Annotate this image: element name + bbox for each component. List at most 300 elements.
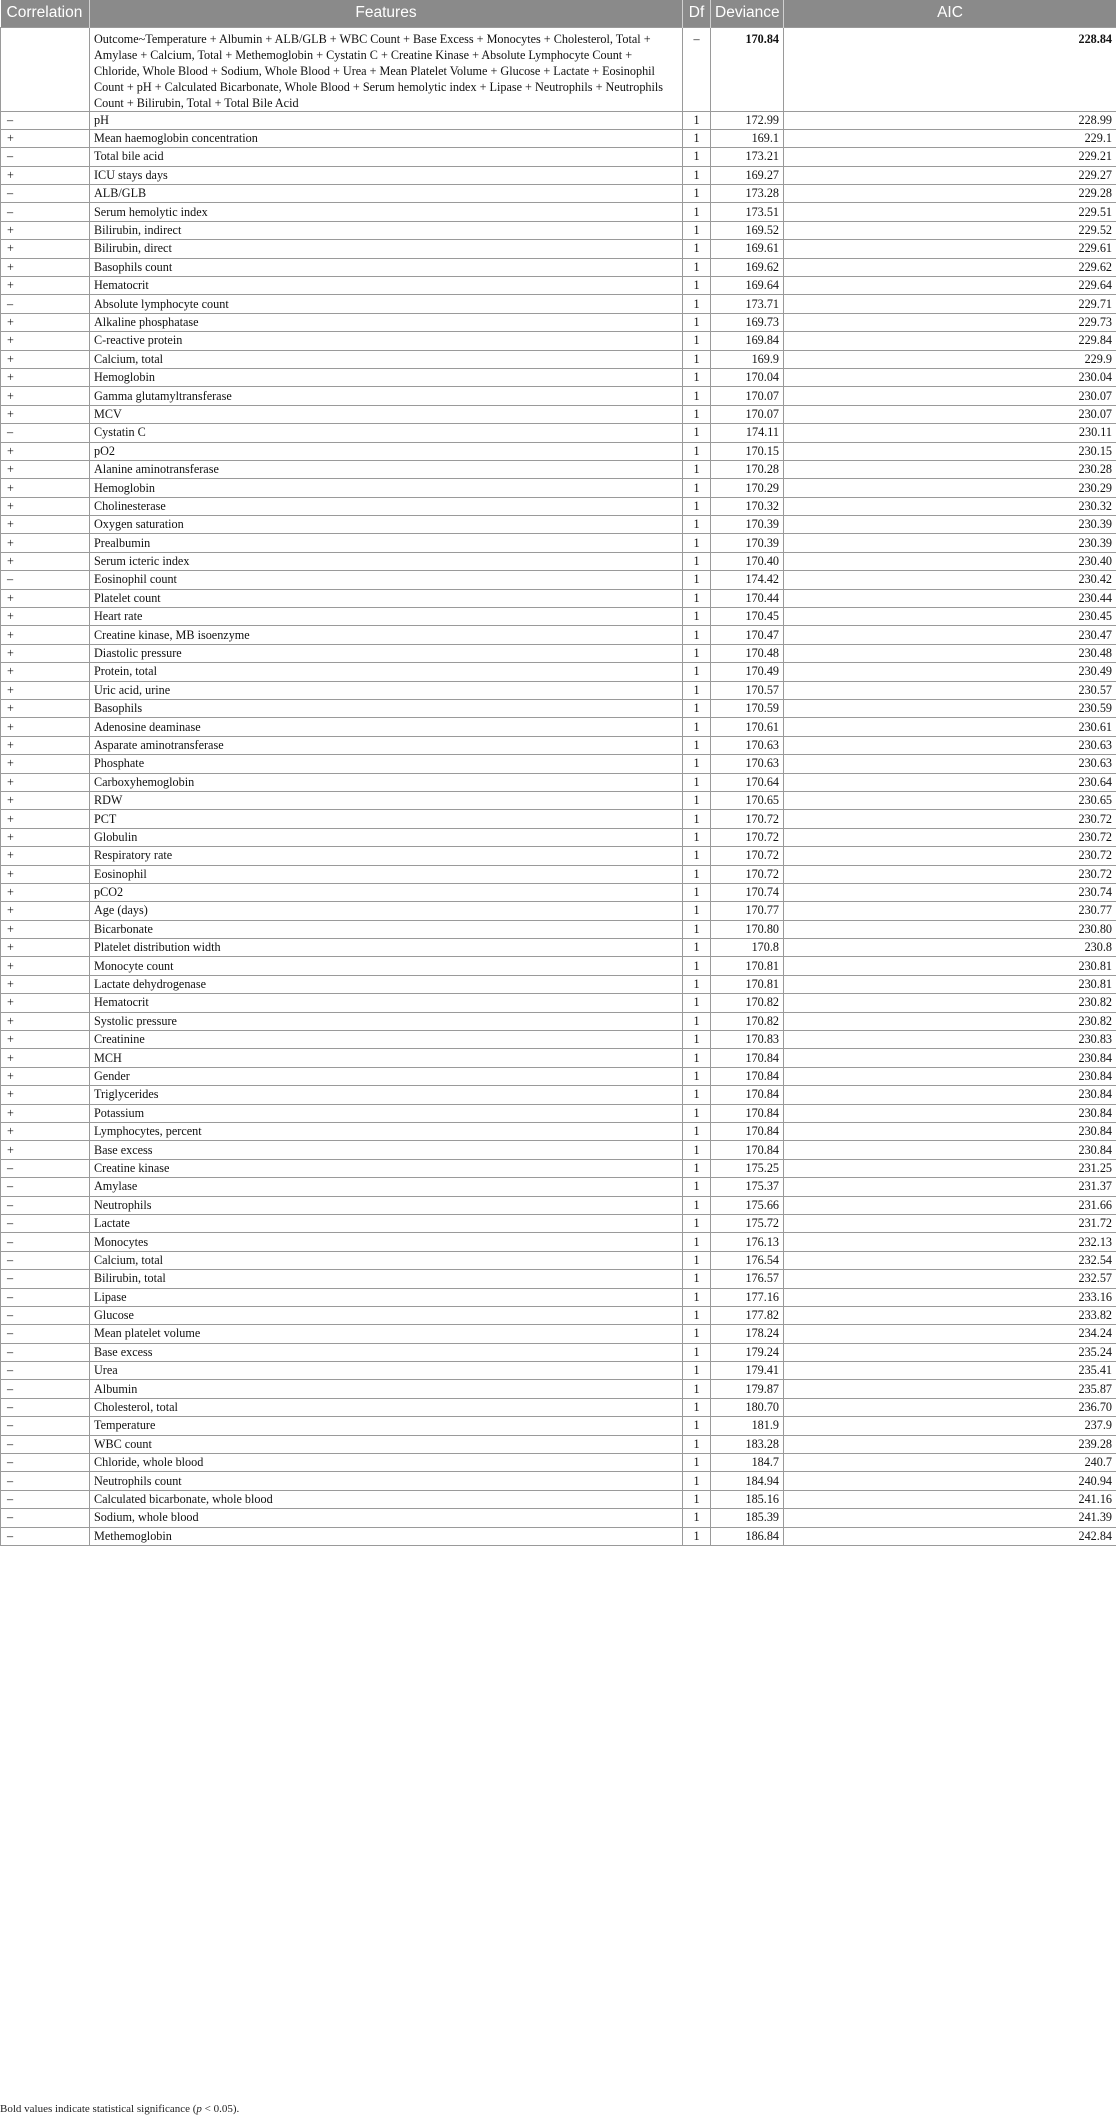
feature-cell: Alkaline phosphatase [90,313,683,331]
df-cell: 1 [683,552,711,570]
aic-cell: 230.72 [784,865,1116,883]
correlation-cell: – [1,1490,90,1508]
table-row [1,644,1116,662]
feature-cell: Triglycerides [90,1086,683,1104]
df-cell: 1 [683,1417,711,1435]
deviance-cell: 174.11 [711,424,784,442]
deviance-cell: 169.62 [711,258,784,276]
deviance-cell: 170.72 [711,865,784,883]
deviance-cell: 169.9 [711,350,784,368]
df-cell: 1 [683,920,711,938]
df-cell: 1 [683,736,711,754]
correlation-cell: – [1,1398,90,1416]
table-row [1,1214,1116,1232]
deviance-cell: 184.94 [711,1472,784,1490]
df-cell: 1 [683,718,711,736]
correlation-cell: + [1,810,90,828]
aic-cell: 231.37 [784,1178,1116,1196]
df-cell: 1 [683,939,711,957]
feature-cell: MCH [90,1049,683,1067]
deviance-cell: 170.8 [711,939,784,957]
deviance-cell: 185.39 [711,1509,784,1527]
table-row [1,681,1116,699]
table-row [1,1527,1116,1545]
df-cell: 1 [683,1159,711,1177]
deviance-cell: 179.41 [711,1362,784,1380]
aic-cell: 230.49 [784,663,1116,681]
correlation-cell: + [1,1031,90,1049]
df-cell: 1 [683,1031,711,1049]
feature-cell: Base excess [90,1141,683,1159]
df-cell: 1 [683,313,711,331]
feature-cell: Gender [90,1067,683,1085]
feature-cell: Base excess [90,1343,683,1361]
aic-cell: 230.63 [784,755,1116,773]
deviance-cell: 175.37 [711,1178,784,1196]
aic-cell: 230.48 [784,644,1116,662]
deviance-cell: 170.59 [711,700,784,718]
df-cell: 1 [683,902,711,920]
correlation-cell: + [1,350,90,368]
aic-cell: 240.7 [784,1454,1116,1472]
correlation-cell: + [1,700,90,718]
correlation-cell: + [1,516,90,534]
correlation-cell: + [1,277,90,295]
correlation-cell: + [1,883,90,901]
correlation-cell: + [1,939,90,957]
table-header-row [1,0,1116,27]
df-cell: 1 [683,1288,711,1306]
df-cell: 1 [683,791,711,809]
aic-cell: 230.72 [784,847,1116,865]
deviance-cell: 170.63 [711,736,784,754]
table-row [1,1012,1116,1030]
table-row [1,166,1116,184]
feature-cell: Eosinophil [90,865,683,883]
deviance-cell: 173.51 [711,203,784,221]
df-cell: 1 [683,1086,711,1104]
table-row [1,277,1116,295]
deviance-cell: 174.42 [711,571,784,589]
feature-cell: Mean platelet volume [90,1325,683,1343]
deviance-cell: 170.84 [711,1141,784,1159]
correlation-cell: + [1,1141,90,1159]
deviance-cell: 170.81 [711,975,784,993]
deviance-cell: 170.65 [711,791,784,809]
df-cell: 1 [683,497,711,515]
feature-cell: Basophils [90,700,683,718]
df-cell: 1 [683,350,711,368]
deviance-cell: 169.73 [711,313,784,331]
correlation-cell: – [1,1527,90,1545]
table-row [1,1490,1116,1508]
correlation-cell: – [1,185,90,203]
table-row [1,1270,1116,1288]
feature-cell: Monocytes [90,1233,683,1251]
table-row [1,552,1116,570]
table-row [1,368,1116,386]
correlation-cell: – [1,1233,90,1251]
feature-cell: Platelet distribution width [90,939,683,957]
correlation-cell: + [1,368,90,386]
aic-cell: 230.80 [784,920,1116,938]
aic-cell: 230.59 [784,700,1116,718]
aic-cell: 230.39 [784,534,1116,552]
feature-cell: PCT [90,810,683,828]
correlation-cell: + [1,865,90,883]
df-cell: 1 [683,1454,711,1472]
df-cell: 1 [683,865,711,883]
footnote-p-symbol: p [196,2103,202,2115]
feature-cell: Adenosine deaminase [90,718,683,736]
df-cell: 1 [683,883,711,901]
deviance-cell: 169.27 [711,166,784,184]
aic-cell: 230.84 [784,1086,1116,1104]
deviance-cell: 169.52 [711,221,784,239]
feature-cell: Lactate [90,1214,683,1232]
deviance-cell: 170.07 [711,387,784,405]
deviance-cell: 175.25 [711,1159,784,1177]
df-cell: 1 [683,1214,711,1232]
feature-cell: Uric acid, urine [90,681,683,699]
deviance-cell: 170.63 [711,755,784,773]
footnote-suffix: < 0.05). [201,2103,240,2115]
correlation-cell: + [1,1086,90,1104]
deviance-cell: 170.28 [711,460,784,478]
table-row [1,1104,1116,1122]
correlation-cell: – [1,1159,90,1177]
correlation-cell: + [1,460,90,478]
aic-cell: 230.07 [784,405,1116,423]
deviance-cell: 170.29 [711,479,784,497]
feature-cell: Platelet count [90,589,683,607]
deviance-cell: 177.82 [711,1306,784,1324]
aic-cell: 230.47 [784,626,1116,644]
df-cell: 1 [683,994,711,1012]
feature-cell: Creatine kinase [90,1159,683,1177]
aic-cell: 230.81 [784,975,1116,993]
correlation-cell: + [1,902,90,920]
table-row [1,313,1116,331]
feature-cell: Lymphocytes, percent [90,1122,683,1140]
correlation-cell: + [1,552,90,570]
aic-cell: 230.84 [784,1049,1116,1067]
deviance-cell: 179.24 [711,1343,784,1361]
model-correlation-cell [1,27,90,111]
df-cell: 1 [683,111,711,129]
feature-cell: Neutrophils count [90,1472,683,1490]
aic-cell: 230.63 [784,736,1116,754]
correlation-cell: – [1,1214,90,1232]
aic-cell: 229.84 [784,332,1116,350]
deviance-cell: 179.87 [711,1380,784,1398]
deviance-cell: 169.84 [711,332,784,350]
deviance-cell: 170.64 [711,773,784,791]
table-row [1,700,1116,718]
header-deviance: Deviance [711,0,784,27]
correlation-cell: + [1,1049,90,1067]
feature-cell: ALB/GLB [90,185,683,203]
table-row [1,571,1116,589]
df-cell: 1 [683,847,711,865]
feature-cell: Respiratory rate [90,847,683,865]
correlation-cell: + [1,313,90,331]
feature-cell: Hemoglobin [90,368,683,386]
feature-cell: Cholesterol, total [90,1398,683,1416]
correlation-cell: – [1,1435,90,1453]
aic-cell: 230.61 [784,718,1116,736]
model-formula-row [1,27,1116,111]
df-cell: 1 [683,1362,711,1380]
aic-cell: 230.29 [784,479,1116,497]
table-row [1,332,1116,350]
deviance-cell: 184.7 [711,1454,784,1472]
deviance-cell: 170.80 [711,920,784,938]
df-cell: 1 [683,129,711,147]
correlation-cell: + [1,221,90,239]
df-cell: 1 [683,240,711,258]
feature-cell: Eosinophil count [90,571,683,589]
table-row [1,626,1116,644]
feature-cell: Lipase [90,1288,683,1306]
correlation-cell: + [1,644,90,662]
deviance-cell: 169.64 [711,277,784,295]
aic-cell: 229.28 [784,185,1116,203]
aic-cell: 229.1 [784,129,1116,147]
table-row [1,295,1116,313]
aic-cell: 235.24 [784,1343,1116,1361]
deviance-cell: 175.72 [711,1214,784,1232]
feature-cell: Monocyte count [90,957,683,975]
feature-cell: Lactate dehydrogenase [90,975,683,993]
table-row [1,920,1116,938]
correlation-cell: + [1,534,90,552]
feature-cell: Diastolic pressure [90,644,683,662]
df-cell: 1 [683,828,711,846]
correlation-cell: + [1,129,90,147]
aic-cell: 230.42 [784,571,1116,589]
table-row [1,847,1116,865]
feature-cell: Gamma glutamyltransferase [90,387,683,405]
table-row [1,865,1116,883]
table-row [1,185,1116,203]
table-row [1,1325,1116,1343]
table-row [1,773,1116,791]
aic-cell: 229.21 [784,148,1116,166]
aic-cell: 232.54 [784,1251,1116,1269]
df-cell: 1 [683,534,711,552]
correlation-cell: + [1,608,90,626]
deviance-cell: 170.57 [711,681,784,699]
df-cell: 1 [683,626,711,644]
feature-cell: Oxygen saturation [90,516,683,534]
header-aic: AIC [784,0,1116,27]
deviance-cell: 186.84 [711,1527,784,1545]
feature-cell: Heart rate [90,608,683,626]
header-features: Features [90,0,683,27]
correlation-cell: – [1,1270,90,1288]
deviance-cell: 170.83 [711,1031,784,1049]
table-row [1,1196,1116,1214]
correlation-cell: + [1,1067,90,1085]
aic-cell: 230.15 [784,442,1116,460]
deviance-cell: 170.77 [711,902,784,920]
df-cell: 1 [683,1325,711,1343]
correlation-cell: + [1,920,90,938]
table-row [1,516,1116,534]
aic-cell: 235.41 [784,1362,1116,1380]
df-cell: 1 [683,1251,711,1269]
deviance-cell: 170.47 [711,626,784,644]
deviance-cell: 170.61 [711,718,784,736]
df-cell: 1 [683,424,711,442]
feature-cell: Cholinesterase [90,497,683,515]
df-cell: 1 [683,148,711,166]
deviance-cell: 176.13 [711,1233,784,1251]
deviance-cell: 185.16 [711,1490,784,1508]
aic-cell: 242.84 [784,1527,1116,1545]
table-row [1,1288,1116,1306]
table-row [1,1509,1116,1527]
df-cell: 1 [683,755,711,773]
table-row [1,1251,1116,1269]
footnote-prefix: Bold values indicate statistical significance ( [0,2103,197,2115]
correlation-cell: + [1,479,90,497]
deviance-cell: 173.71 [711,295,784,313]
feature-cell: Calcium, total [90,1251,683,1269]
table-row [1,1233,1116,1251]
correlation-cell: + [1,442,90,460]
df-cell: 1 [683,1527,711,1545]
correlation-cell: – [1,1196,90,1214]
table-row [1,460,1116,478]
aic-cell: 231.72 [784,1214,1116,1232]
correlation-cell: – [1,295,90,313]
table-row [1,902,1116,920]
df-cell: 1 [683,975,711,993]
table-row [1,534,1116,552]
deviance-cell: 170.84 [711,1067,784,1085]
correlation-cell: – [1,1306,90,1324]
table-row [1,1049,1116,1067]
table-row [1,589,1116,607]
feature-cell: pH [90,111,683,129]
df-cell: 1 [683,1306,711,1324]
feature-cell: Amylase [90,1178,683,1196]
aic-cell: 229.64 [784,277,1116,295]
feature-cell: Hematocrit [90,994,683,1012]
correlation-cell: + [1,497,90,515]
table-row [1,148,1116,166]
feature-cell: Temperature [90,1417,683,1435]
table-row [1,1141,1116,1159]
correlation-cell: + [1,1122,90,1140]
table-row [1,258,1116,276]
feature-cell: Methemoglobin [90,1527,683,1545]
aic-cell: 230.40 [784,552,1116,570]
table-row [1,736,1116,754]
correlation-cell: + [1,258,90,276]
deviance-cell: 170.72 [711,810,784,828]
aic-cell: 230.07 [784,387,1116,405]
feature-cell: Calculated bicarbonate, whole blood [90,1490,683,1508]
table-row [1,1362,1116,1380]
deviance-cell: 169.61 [711,240,784,258]
table-row [1,828,1116,846]
aic-cell: 231.66 [784,1196,1116,1214]
aic-cell: 230.39 [784,516,1116,534]
df-cell: 1 [683,516,711,534]
correlation-cell: – [1,1454,90,1472]
df-cell: 1 [683,295,711,313]
correlation-cell: + [1,994,90,1012]
aic-cell: 230.84 [784,1067,1116,1085]
df-cell: 1 [683,957,711,975]
aic-cell: 235.87 [784,1380,1116,1398]
table-row [1,221,1116,239]
table-row [1,939,1116,957]
df-cell: 1 [683,1398,711,1416]
feature-cell: Basophils count [90,258,683,276]
df-cell: 1 [683,258,711,276]
correlation-cell: + [1,755,90,773]
feature-cell: Serum icteric index [90,552,683,570]
aic-cell: 228.99 [784,111,1116,129]
deviance-cell: 170.07 [711,405,784,423]
df-cell: 1 [683,589,711,607]
correlation-cell: + [1,663,90,681]
df-cell: 1 [683,1270,711,1288]
table-row [1,129,1116,147]
correlation-cell: + [1,718,90,736]
df-cell: 1 [683,1509,711,1527]
feature-cell: Prealbumin [90,534,683,552]
aic-cell: 230.57 [784,681,1116,699]
deviance-cell: 170.72 [711,847,784,865]
feature-cell: pO2 [90,442,683,460]
table-row [1,479,1116,497]
correlation-cell: – [1,111,90,129]
deviance-cell: 181.9 [711,1417,784,1435]
feature-cell: Mean haemoglobin concentration [90,129,683,147]
feature-cell: Absolute lymphocyte count [90,295,683,313]
df-cell: 1 [683,773,711,791]
aic-cell: 230.74 [784,883,1116,901]
feature-cell: ICU stays days [90,166,683,184]
df-cell: 1 [683,1178,711,1196]
aic-cell: 229.52 [784,221,1116,239]
df-cell: 1 [683,442,711,460]
aic-cell: 230.45 [784,608,1116,626]
aic-cell: 230.28 [784,460,1116,478]
deviance-cell: 170.45 [711,608,784,626]
deviance-cell: 178.24 [711,1325,784,1343]
df-cell: 1 [683,460,711,478]
model-df-cell: – [683,27,711,111]
deviance-cell: 170.15 [711,442,784,460]
table-footnote [0,2103,239,2115]
correlation-cell: – [1,1472,90,1490]
df-cell: 1 [683,405,711,423]
table-row [1,1067,1116,1085]
deviance-cell: 170.82 [711,994,784,1012]
aic-cell: 232.57 [784,1270,1116,1288]
aic-cell: 229.73 [784,313,1116,331]
table-row [1,1343,1116,1361]
correlation-cell: + [1,847,90,865]
deviance-cell: 170.84 [711,1104,784,1122]
feature-cell: Cystatin C [90,424,683,442]
